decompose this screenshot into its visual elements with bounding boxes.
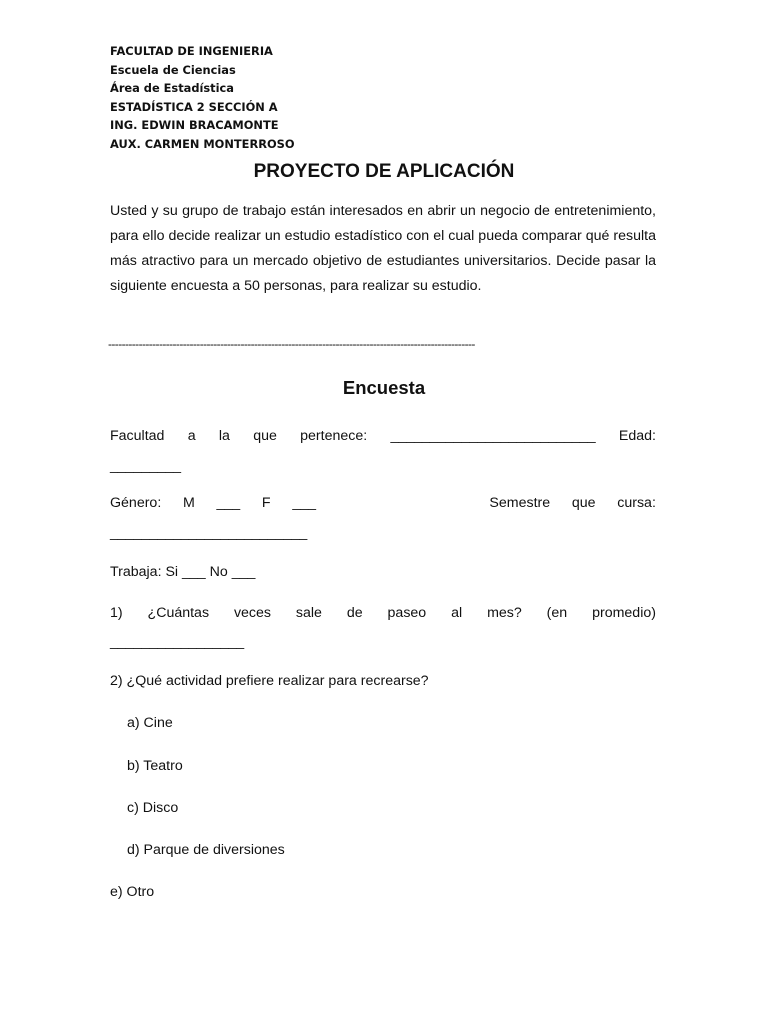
- q1-word: promedio): [592, 605, 656, 621]
- edad-blank[interactable]: _________: [110, 458, 182, 474]
- facultad-word: pertenece:: [300, 428, 368, 444]
- header-area: Área de Estadística: [110, 81, 234, 96]
- genero-m-label: M: [182, 495, 195, 511]
- facultad-word: a: [187, 428, 196, 444]
- document-header: [110, 42, 295, 154]
- question-1: [110, 602, 656, 624]
- option-disco[interactable]: c) Disco: [127, 800, 179, 816]
- option-cine[interactable]: a) Cine: [127, 715, 173, 731]
- header-faculty: FACULTAD DE INGENIERIA: [110, 44, 273, 58]
- header-course: ESTADÍSTICA 2 SECCIÓN A: [110, 99, 278, 114]
- facultad-field-line: [110, 425, 656, 447]
- q1-word: mes?: [487, 605, 522, 621]
- q1-word: sale: [295, 605, 322, 621]
- header-assistant: AUX. CARMEN MONTERROSO: [110, 136, 295, 151]
- intro-paragraph: Usted y su grupo de trabajo están interesados en abrir un negocio de entretenimiento, para ello decide realizar un estudio estadístico con el cual pueda comparar qué resulta más atractivo para un mercado objetivo de estudiantes universitarios. Decide pasar la siguiente encuesta a 50 personas, para realizar su estudio.: [110, 203, 656, 294]
- header-school: Escuela de Ciencias: [110, 62, 236, 77]
- semestre-word: que: [571, 495, 596, 511]
- header-professor: ING. EDWIN BRACAMONTE: [110, 118, 279, 133]
- separator-line: ------------------------------------------------------------------------------------------------------------: [108, 337, 475, 351]
- semestre-word: cursa:: [617, 495, 656, 511]
- genero-label: Género:: [110, 495, 162, 511]
- option-teatro[interactable]: b) Teatro: [127, 758, 183, 774]
- q1-answer-blank[interactable]: _________________: [110, 634, 245, 650]
- q1-word: de: [346, 605, 363, 621]
- edad-label: Edad:: [618, 428, 656, 444]
- genero-f-blank[interactable]: ___: [292, 495, 316, 511]
- q1-word: 1): [110, 605, 123, 621]
- genero-field-line: [110, 492, 656, 514]
- facultad-word: que: [253, 428, 277, 444]
- q1-word: ¿Cuántas: [147, 605, 210, 621]
- question-2: 2) ¿Qué actividad prefiere realizar para recrearse?: [110, 673, 429, 689]
- spacer: [338, 492, 468, 514]
- q1-word: paseo: [387, 605, 427, 621]
- facultad-word: Facultad: [110, 428, 165, 444]
- q1-word: (en: [546, 605, 568, 621]
- q1-word: veces: [233, 605, 272, 621]
- trabaja-field[interactable]: Trabaja: Si ___ No ___: [110, 564, 256, 580]
- option-otro[interactable]: e) Otro: [110, 884, 155, 900]
- semestre-word: Semestre: [489, 495, 551, 511]
- genero-m-blank[interactable]: ___: [216, 495, 241, 511]
- facultad-word: la: [218, 428, 230, 444]
- semestre-blank[interactable]: _________________________: [110, 525, 308, 541]
- survey-title: Encuesta: [342, 377, 426, 398]
- facultad-blank[interactable]: __________________________: [390, 428, 596, 444]
- document-title: PROYECTO DE APLICACIÓN: [253, 161, 515, 182]
- genero-f-label: F: [261, 495, 271, 511]
- option-parque[interactable]: d) Parque de diversiones: [127, 842, 285, 858]
- q1-word: al: [451, 605, 463, 621]
